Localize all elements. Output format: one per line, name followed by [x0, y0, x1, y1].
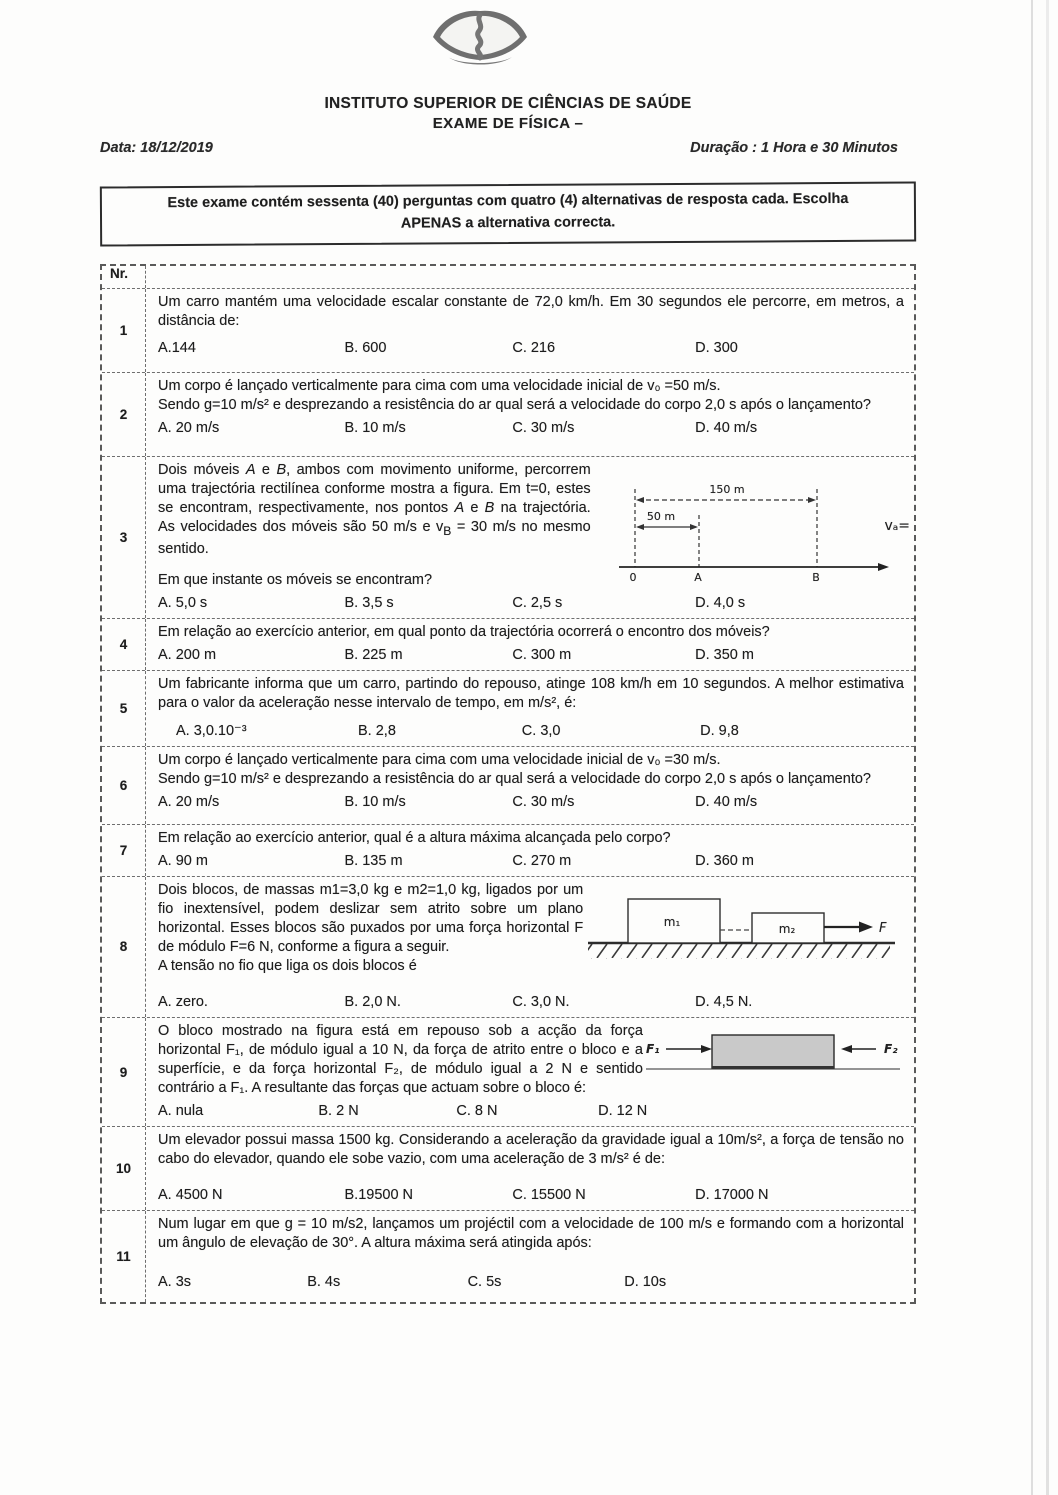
option-c: C. 3,0: [521, 722, 561, 739]
question-row-4: [102, 618, 914, 670]
question-text: Um elevador possui massa 1500 kg. Considerando a aceleração da gravidade igual a 10m/s², a força de tensão no cabo do elevador, quando ele sobe vazio, com uma aceleração de 3 m/s² é de:: [158, 1132, 904, 1168]
option-a: A.144: [158, 339, 196, 356]
question-text: Um corpo é lançado verticalmente para cima com uma velocidade inicial de v₀ =50 m/s.: [158, 377, 721, 394]
question-row-8: [102, 876, 914, 1017]
force-f1-label: F₁: [646, 1041, 660, 1056]
option-a: A. zero.: [158, 993, 208, 1010]
table-header-row: [102, 266, 914, 288]
question-text: Dois móveis A e B, ambos com movimento uniforme, percorrem uma trajectória rectilínea conforme mostra a figura. Em t=0, estes se encontram, respectivamente, nos pontos A e B na trajectória. As velocidades dos móveis são 50 m/s e $v_B = 30$ m/s no mesmo sentido.: [158, 461, 591, 557]
option-a: A. 90 m: [158, 852, 208, 869]
axis-point-a-label: A: [694, 570, 702, 584]
options-row: [158, 419, 904, 438]
exam-instructions: Este exame contém sessenta (40) perguntas com quatro (4) alternativas de resposta cada. Escolha APENAS a alternativa correcta.: [100, 182, 916, 246]
options-row: [158, 722, 904, 741]
options-row: [158, 646, 904, 665]
question-row-9: [102, 1017, 914, 1127]
figure-block-forces-diagram: [644, 1022, 904, 1086]
question-number: 3: [102, 457, 146, 619]
question-text: Num lugar em que g = 10 m/s2, lançamos um projéctil com a velocidade de 100 m/s e formando com a horizontal um ângulo de elevação de 30°. A altura máxima será atingida após:: [158, 1215, 904, 1251]
number-column-header: Nr.: [102, 266, 146, 288]
option-c: C. 3,0 N.: [512, 993, 570, 1010]
question-text: Sendo g=10 m/s² e desprezando a resistência do ar qual será a velocidade do corpo 2,0 s após o lançamento?: [158, 770, 871, 787]
question-row-7: [102, 824, 914, 876]
question-text: Em que instante os móveis se encontram?: [158, 571, 433, 588]
option-c: C. 216: [512, 339, 556, 356]
option-a: A. 3s: [158, 1273, 192, 1290]
options-row: [158, 339, 904, 358]
question-table: [100, 264, 916, 1304]
question-text: Em relação ao exercício anterior, em qual ponto da trajectória ocorrerá o encontro dos móveis?: [158, 624, 770, 641]
option-c: C. 2,5 s: [512, 594, 563, 611]
option-d: D. 17000 N: [695, 1186, 769, 1203]
options-row: [158, 594, 904, 613]
question-row-2: [102, 372, 914, 456]
option-c: C. 5s: [467, 1273, 502, 1290]
question-text: Um fabricante informa que um carro, partindo do repouso, atinge 108 km/h em 10 segundos. A melhor estimativa para o valor da aceleração nesse intervalo de tempo, em m/s², é:: [158, 676, 904, 712]
question-number: 5: [102, 671, 146, 745]
options-row: [158, 852, 904, 871]
option-b: B. 600: [344, 339, 387, 356]
question-text: O bloco mostrado na figura está em repouso sob a acção da força horizontal F₁, de módulo igual a 10 N, da força de atrito entre o bloco e a superfície, e da força horizontal F₂, de módulo igual a 2 N e sentido contrário a F₁. A resultante das forças que actuam sobre o bloco é:: [158, 1022, 643, 1097]
force-f-label: F: [879, 920, 887, 936]
question-number: 1: [102, 289, 146, 372]
velocity-a-label: vₐ=: [884, 517, 910, 534]
options-row: [158, 993, 904, 1012]
question-row-6: [102, 746, 914, 824]
exam-date: Data: 18/12/2019: [100, 140, 213, 156]
question-row-1: [102, 288, 914, 372]
option-c: C. 8 N: [456, 1103, 498, 1120]
question-text: Dois blocos, de massas m1=3,0 kg e m2=1,0 kg, ligados por um fio inextensível, podem deslizar sem atrito sobre um plano horizontal. Esses blocos são puxados por uma força horizontal F de módulo F=6 N, conforme a figura a seguir.: [158, 881, 584, 956]
option-d: D. 300: [695, 339, 738, 356]
options-row: [158, 1102, 904, 1121]
option-b: B. 135 m: [344, 852, 403, 869]
question-number: 9: [102, 1018, 146, 1127]
question-text: Um carro mantém uma velocidade escalar constante de 72,0 km/h. Em 30 segundos ele percorre, em metros, a distância de:: [158, 293, 904, 329]
question-row-5: [102, 670, 914, 745]
option-b: B. 2,0 N.: [344, 993, 401, 1010]
option-a: A. 5,0 s: [158, 594, 208, 611]
axis-origin-label: 0: [629, 570, 637, 584]
option-c: C. 30 m/s: [512, 793, 575, 810]
option-b: B.19500 N: [344, 1186, 414, 1203]
institute-logo: [428, 7, 532, 69]
option-b: B. 4s: [307, 1273, 341, 1290]
option-b: B. 225 m: [344, 647, 403, 664]
option-c: C. 300 m: [512, 647, 572, 664]
scan-artifact-line: [1031, 0, 1033, 1495]
option-d: D. 360 m: [695, 852, 754, 869]
question-text: Um corpo é lançado verticalmente para cima com uma velocidade inicial de v₀ =30 m/s.: [158, 751, 721, 768]
option-a: A. nula: [158, 1103, 204, 1120]
option-c: C. 30 m/s: [512, 419, 575, 436]
option-a: A. 20 m/s: [158, 419, 220, 436]
question-row-3: [102, 456, 914, 619]
option-a: A. 4500 N: [158, 1186, 223, 1203]
axis-point-b-label: B: [812, 570, 820, 584]
institute-name: INSTITUTO SUPERIOR DE CIÊNCIAS DE SAÚDE: [324, 95, 692, 112]
option-d: D. 12 N: [598, 1103, 648, 1120]
option-b: B. 10 m/s: [344, 793, 406, 810]
block-m1-label: m₁: [663, 914, 681, 929]
question-number: 6: [102, 747, 146, 824]
block-m2-label: m₂: [778, 921, 796, 936]
dimension-150m-label: 150 m: [709, 482, 745, 496]
question-text: Sendo g=10 m/s² e desprezando a resistência do ar qual será a velocidade do corpo 2,0 s após o lançamento?: [158, 396, 871, 413]
question-text: Em relação ao exercício anterior, qual é a altura máxima alcançada pelo corpo?: [158, 829, 671, 846]
question-row-11: [102, 1210, 914, 1302]
force-f2-label: F₂: [884, 1041, 898, 1056]
question-text: A tensão no fio que liga os dois blocos é: [158, 958, 417, 975]
option-c: C. 15500 N: [512, 1186, 586, 1203]
scan-artifact-edge: [1046, 0, 1049, 1495]
options-row: [158, 1186, 904, 1205]
option-d: D. 9,8: [700, 722, 739, 739]
option-b: B. 3,5 s: [344, 594, 394, 611]
figure-blocks-diagram: [580, 883, 900, 971]
question-row-10: [102, 1126, 914, 1209]
options-row: [158, 793, 904, 812]
option-b: B. 10 m/s: [344, 419, 406, 436]
exam-title: EXAME DE FÍSICA –: [432, 115, 584, 132]
question-number: 8: [102, 877, 146, 1017]
option-a: A. 200 m: [158, 647, 217, 664]
option-d: D. 40 m/s: [695, 419, 758, 436]
question-number: 11: [102, 1211, 146, 1302]
option-d: D. 40 m/s: [695, 793, 758, 810]
question-number: 4: [102, 619, 146, 670]
option-b: B. 2 N: [318, 1103, 359, 1120]
option-d: D. 4,5 N.: [695, 993, 753, 1010]
question-number: 10: [102, 1127, 146, 1209]
option-d: D. 10s: [624, 1273, 667, 1290]
question-number: 7: [102, 825, 146, 876]
option-d: D. 4,0 s: [695, 594, 746, 611]
question-number: 2: [102, 373, 146, 456]
option-c: C. 270 m: [512, 852, 572, 869]
option-b: B. 2,8: [358, 722, 396, 739]
option-d: D. 350 m: [695, 647, 754, 664]
figure-trajectory-diagram: [617, 467, 892, 591]
option-a: A. 3,0.10⁻³: [176, 722, 247, 739]
options-row: [158, 1273, 904, 1292]
dimension-50m-label: 50 m: [646, 509, 676, 523]
option-a: A. 20 m/s: [158, 793, 220, 810]
exam-duration: Duração : 1 Hora e 30 Minutos: [690, 140, 898, 156]
